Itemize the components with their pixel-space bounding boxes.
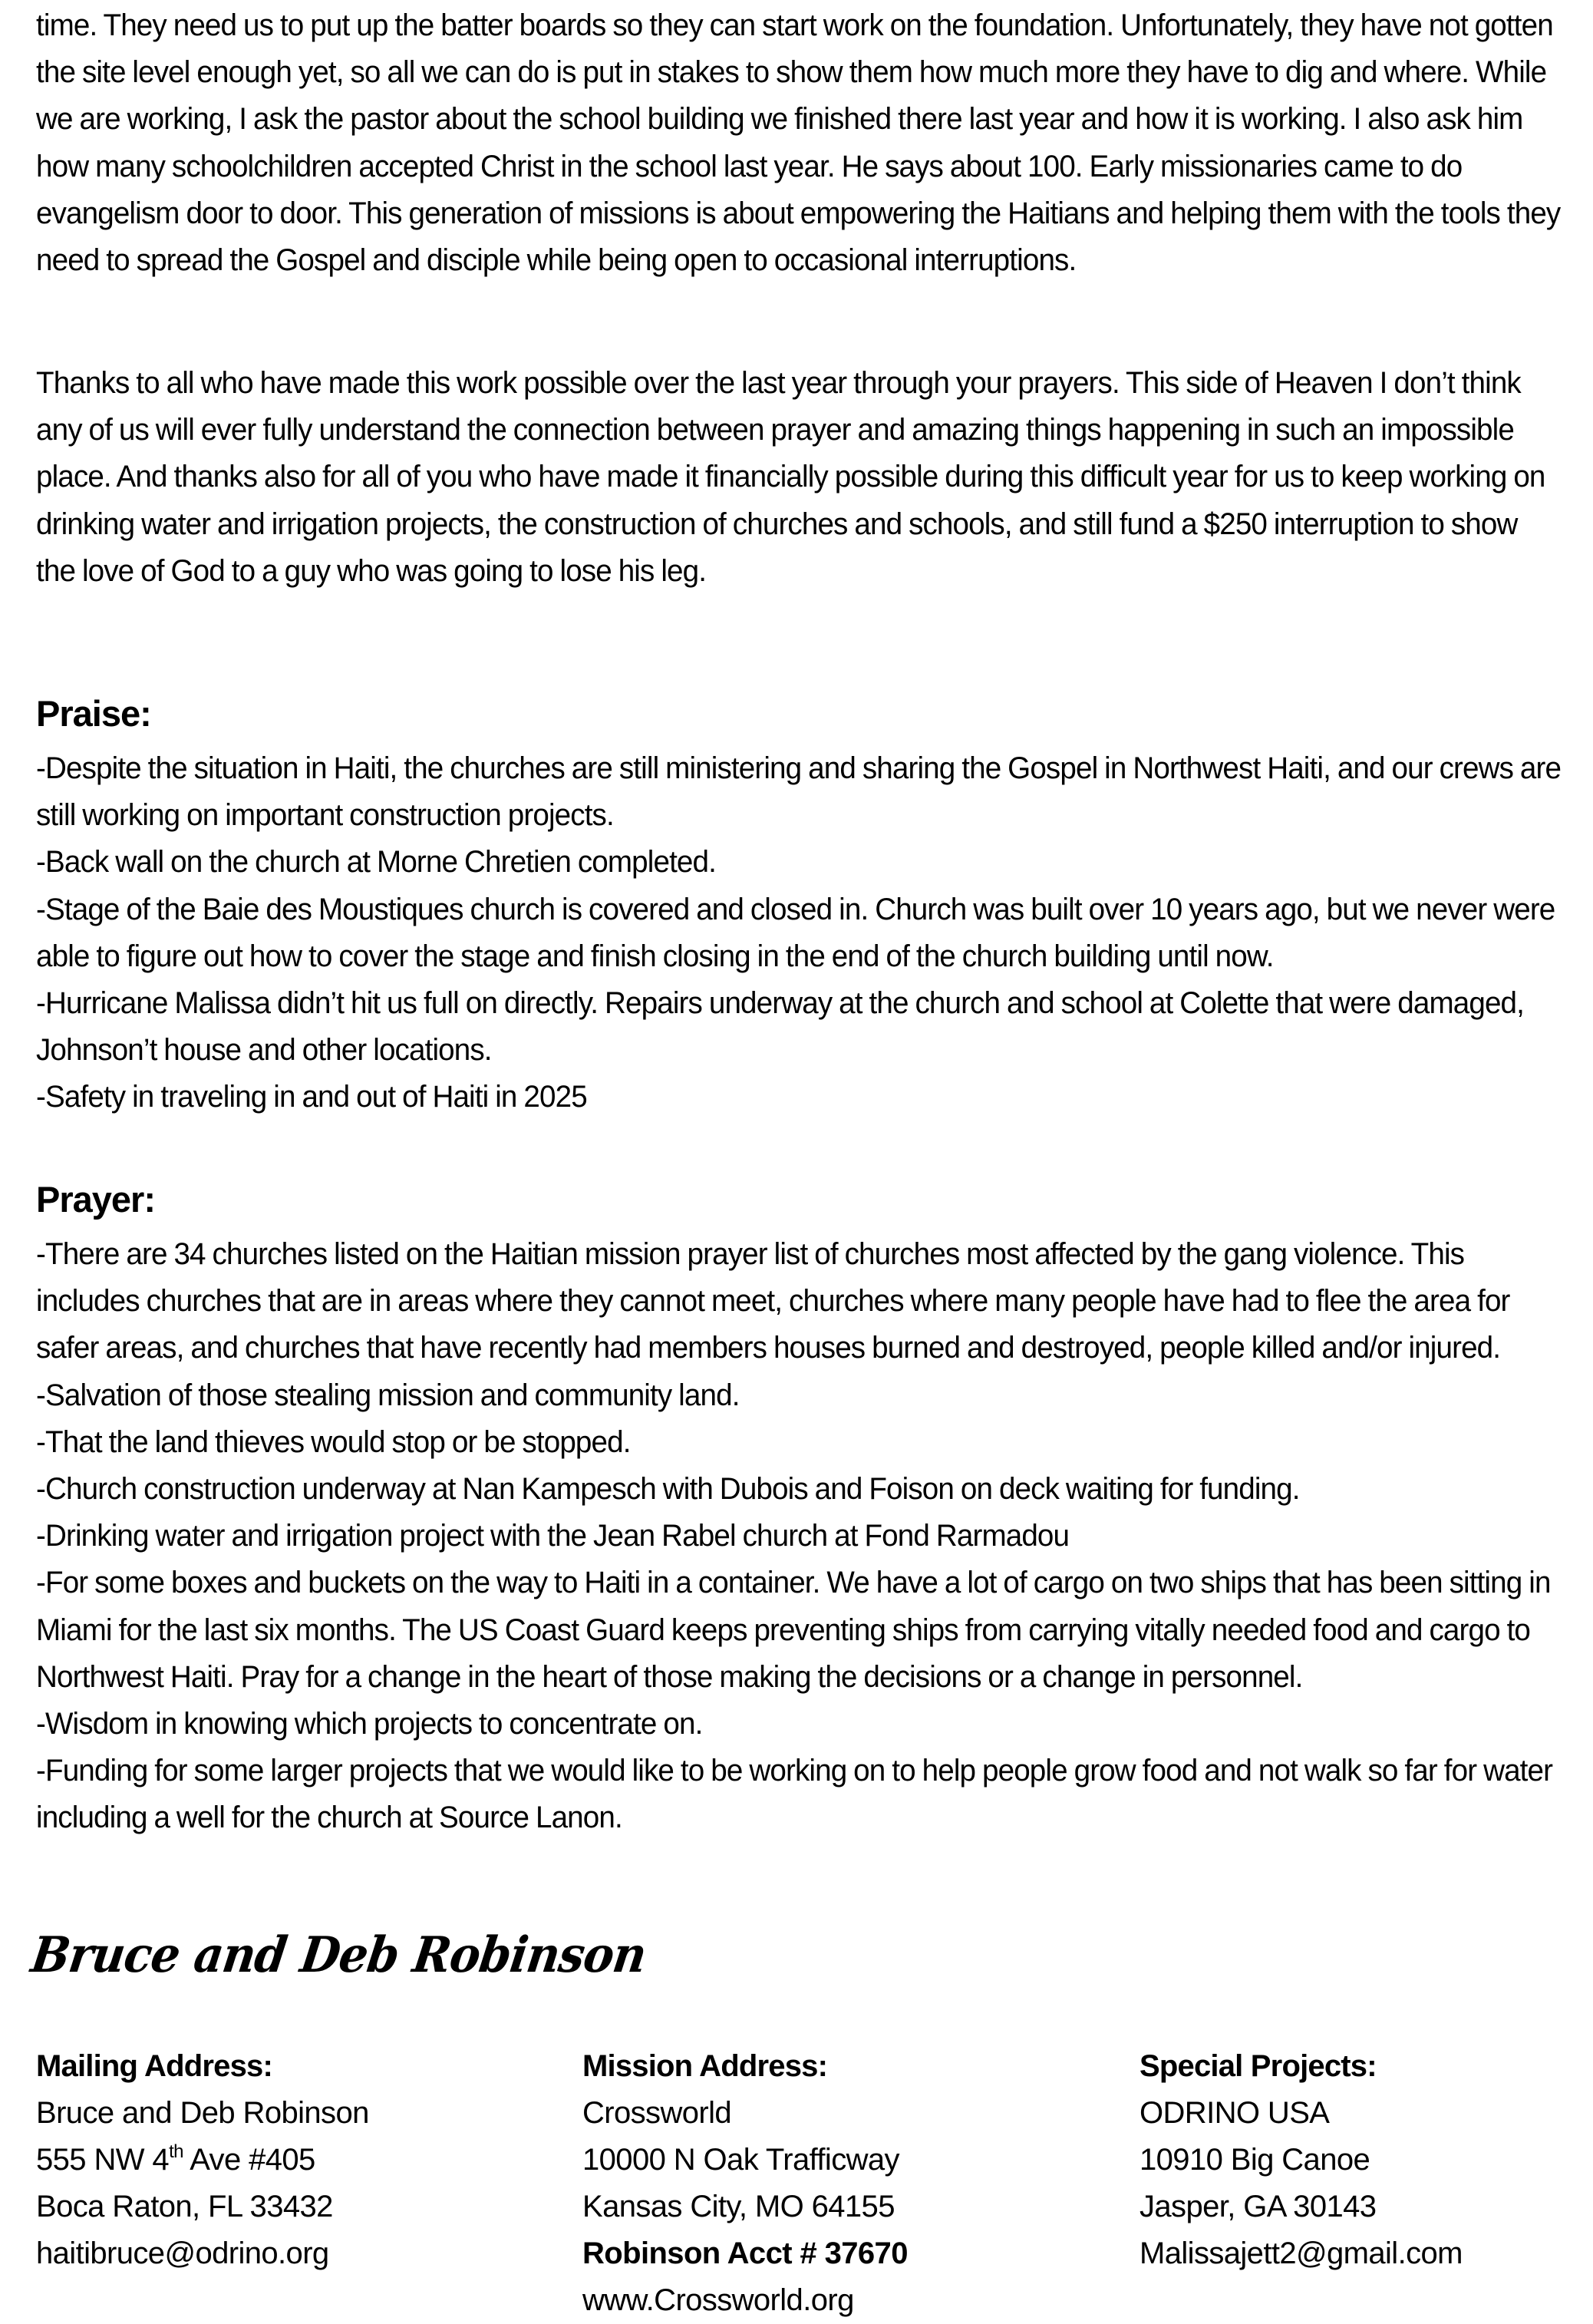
mission-account-number: Robinson Acct # 37670 [582,2237,908,2270]
praise-item: -Hurricane Malissa didn’t hit us full on directly. Repairs underway at the church and school at Colette that were damaged, Johnson’t house and other locations. [36,986,1525,1068]
praise-list [36,745,1593,1121]
mission-name: Crossworld [582,2096,732,2130]
mailing-city: Boca Raton, FL 33432 [36,2190,333,2223]
praise-heading: Praise: [36,693,151,734]
mailing-street-number: 555 NW 4 [36,2143,170,2177]
mission-address-block [582,2043,908,2324]
mission-street: 10000 N Oak Trafficway [582,2143,899,2177]
praise-item: -Stage of the Baie des Moustiques church is covered and closed in. Church was built over 10 years ago, but we never were able to figure out how to cover the stage and finish closing in the end of the church building until now. [36,892,1555,973]
mailing-name: Bruce and Deb Robinson [36,2096,369,2130]
praise-item: -Safety in traveling in and out of Haiti in 2025 [36,1080,587,1114]
special-projects-block [1140,2043,1463,2277]
mailing-street [36,2137,369,2184]
contact-footer [36,2043,1593,2320]
ordinal-suffix: th [169,2141,183,2162]
mailing-address-title: Mailing Address: [36,2049,272,2083]
special-email-link[interactable]: Malissajett2@gmail.com [1140,2237,1463,2270]
prayer-heading: Prayer: [36,1179,155,1220]
special-street: 10910 Big Canoe [1140,2143,1370,2177]
praise-item: -Despite the situation in Haiti, the churches are still ministering and sharing the Gospel in Northwest Haiti, and our crews are still working on important construction projects. [36,751,1562,833]
mission-website-line [582,2277,908,2324]
prayer-item: -Drinking water and irrigation project with the Jean Rabel church at Fond Rarmadou [36,1519,1070,1553]
body-paragraph-1: time. They need us to put up the batter boards so they can start work on the foundation. Unfortunately, they have not gotten the site level enough yet, so all we can do is put in stakes to show them how much more they have to dig and where. While we are working, I ask the pastor about the school building we finished there last year and how it is working. I also ask him how many schoolchildren accepted Christ in the school last year. He says about 100. Early missionaries came to do evangelism door to door. This generation of missions is about empowering the Haitians and helping them with the tools they need to spread the Gospel and disciple while being open to occasional interruptions. [36,8,1561,278]
mailing-street-rest: Ave #405 [183,2143,315,2177]
praise-item: -Back wall on the church at Morne Chretien completed. [36,845,716,880]
mailing-email-link[interactable]: haitibruce@odrino.org [36,2237,329,2270]
special-projects-title: Special Projects: [1140,2049,1377,2083]
mission-city: Kansas City, MO 64155 [582,2190,895,2223]
prayer-list [36,1231,1593,1842]
special-email-line [1140,2230,1463,2277]
signature: Bruce and Deb Robinson [28,1926,650,1984]
mailing-address-block [36,2043,369,2277]
special-name: ODRINO USA [1140,2096,1330,2130]
prayer-item: -There are 34 churches listed on the Haitian mission prayer list of churches most affected by the gang violence. This includes churches that are in areas where they cannot meet, churches where many people have had to flee the area for safer areas, and churches that have recently had members houses burned and destroyed, people killed and/or injured. [36,1237,1510,1365]
mailing-email-line [36,2230,369,2277]
body-paragraph-2: Thanks to all who have made this work possible over the last year through your prayers. This side of Heaven I don’t think any of us will ever fully understand the connection between prayer and amazing things happening in such an impossible place. And thanks also for all of you who have made it financially possible during this difficult year for us to keep working on drinking water and irrigation projects, the construction of churches and schools, and still fund a $250 interruption to show the love of God to a guy who was going to lose his leg. [36,366,1545,588]
prayer-item: -Funding for some larger projects that we would like to be working on to help people grow food and not walk so far for water including a well for the church at Source Lanon. [36,1754,1553,1835]
prayer-item: -That the land thieves would stop or be stopped. [36,1424,631,1459]
mission-address-title: Mission Address: [582,2049,828,2083]
special-city: Jasper, GA 30143 [1140,2190,1377,2223]
prayer-item: -Church construction underway at Nan Kampesch with Dubois and Foison on deck waiting for funding. [36,1472,1300,1507]
prayer-item: -Wisdom in knowing which projects to concentrate on. [36,1707,703,1741]
prayer-item: -Salvation of those stealing mission and community land. [36,1378,740,1412]
prayer-item: -For some boxes and buckets on the way to Haiti in a container. We have a lot of cargo on two ships that has been sitting in Miami for the last six months. The US Coast Guard keeps preventing ships from carrying vitally needed food and cargo to Northwest Haiti. Pray for a change in the heart of those making the decisions or a change in personnel. [36,1566,1551,1694]
mission-website-link[interactable]: www.Crossworld.org [582,2283,854,2317]
